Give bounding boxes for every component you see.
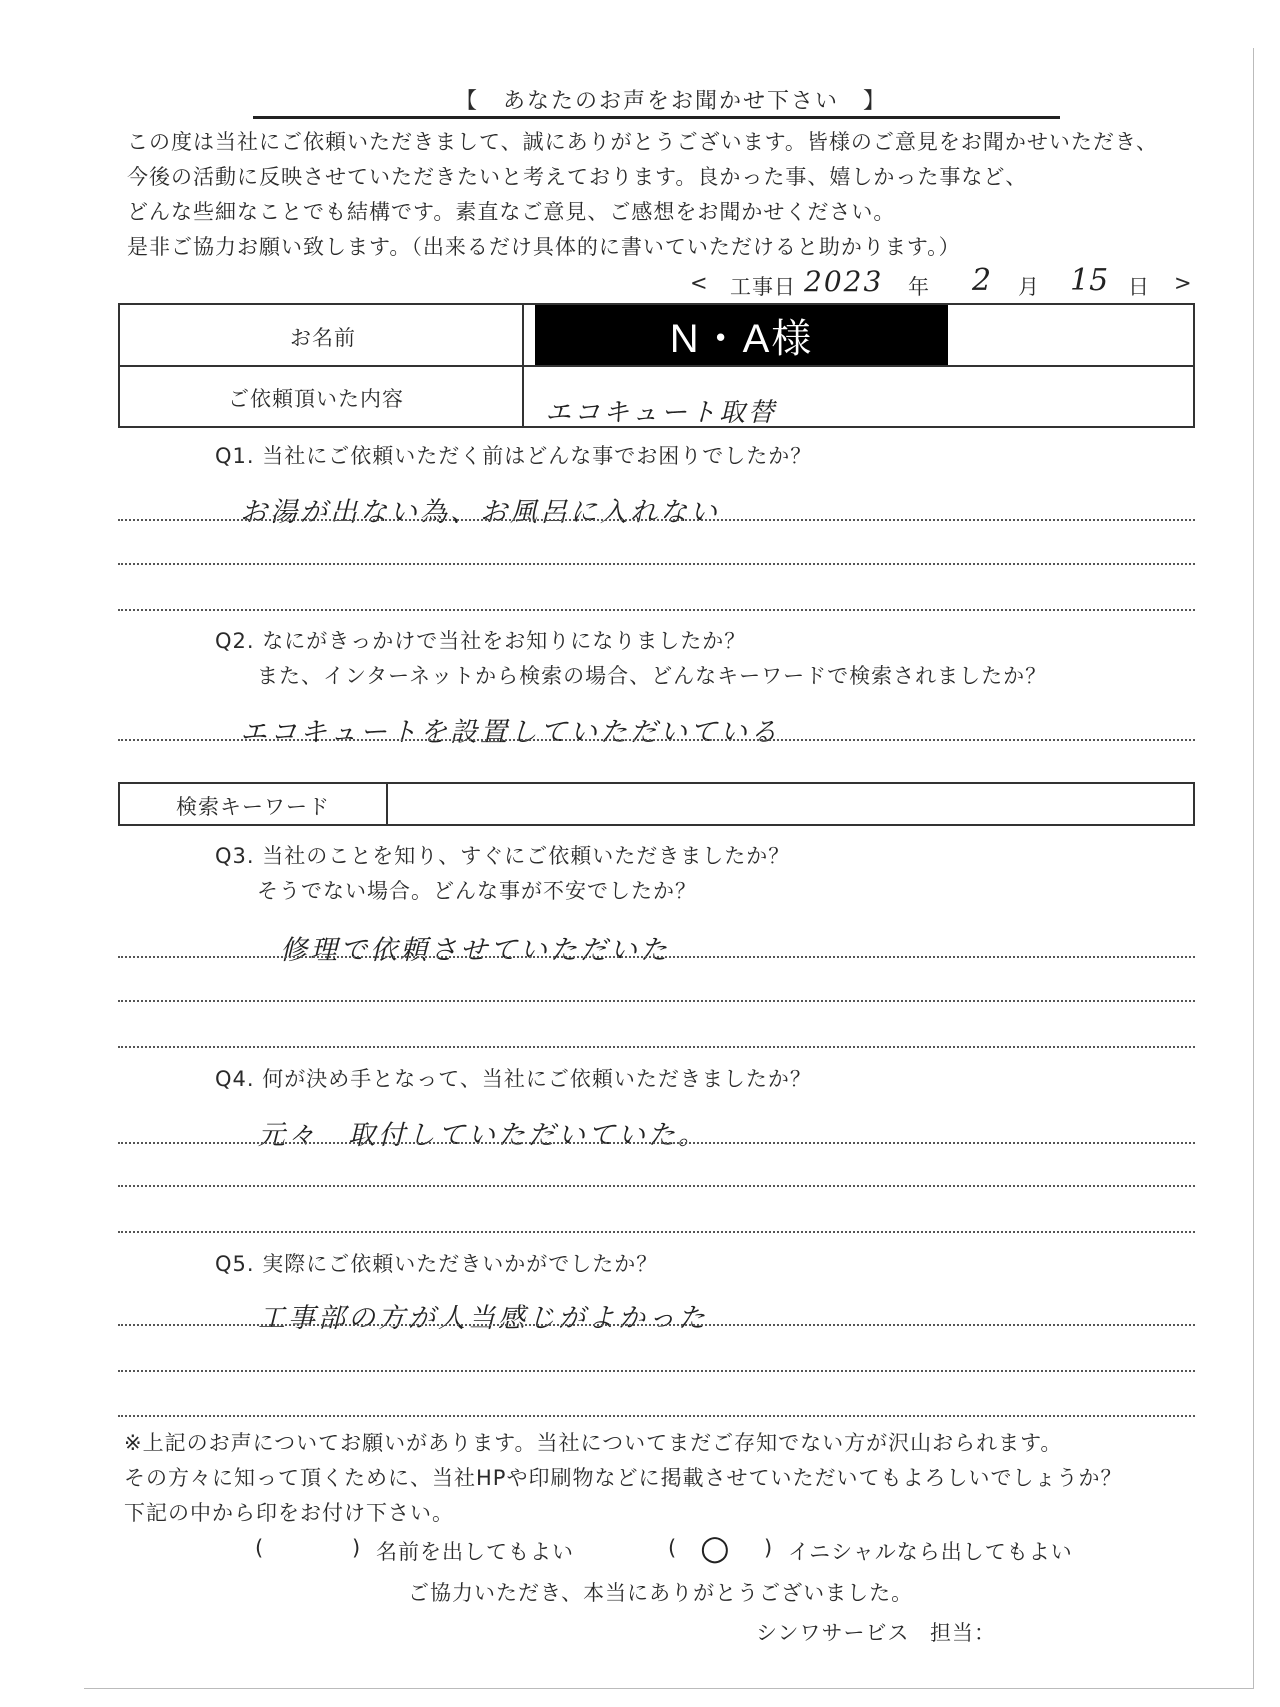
date-close: > [1174, 271, 1193, 295]
name-label: お名前 [290, 326, 356, 350]
option-initials-close: ) [764, 1536, 774, 1560]
date-label: 工事日 [730, 275, 796, 299]
q4-question: Q4. 何が決め手となって、当社にご依頼いただきましたか？ [215, 1067, 812, 1091]
date-open: < [690, 271, 709, 295]
q4-answer: 元々 取付していただいていた。 [258, 1120, 708, 1151]
intro-line-2: 今後の活動に反映させていただきたいと考えております。良かった事、嬉しかった事など、 [127, 165, 1028, 189]
q5-answer-line-1 [118, 1324, 1195, 1326]
q1-answer-line-3 [118, 609, 1195, 611]
q1-question: Q1. 当社にご依頼いただく前はどんな事でお困りでしたか？ [215, 444, 813, 468]
q2-answer-line [118, 739, 1195, 741]
q4-answer-line-1 [118, 1142, 1195, 1144]
scan-bottom-edge [84, 1688, 1254, 1689]
option-initials-open: ( [668, 1536, 678, 1560]
date-month: 2 [972, 263, 995, 298]
q2-question-line-2: また、インターネットから検索の場合、どんなキーワードで検索されましたか？ [257, 664, 1048, 688]
date-day: 15 [1070, 263, 1109, 298]
option-initials-label: イニシャルなら出してもよい [788, 1540, 1073, 1564]
q3-answer-line-3 [118, 1046, 1195, 1048]
q2-answer: エコキュートを設置していただいている [240, 717, 780, 748]
q3-answer-line-1 [118, 956, 1195, 958]
date-year: 2023 [804, 265, 884, 298]
staff-label: 担当： [930, 1621, 996, 1645]
option-name-ok[interactable] [255, 1530, 585, 1566]
date-day-unit: 日 [1128, 275, 1150, 299]
intro-line-3: どんな些細なことでも結構です。素直なご意見、ご感想をお聞かせください。 [127, 200, 896, 224]
form-title: 【 あなたのお声をお聞かせ下さい 】 [455, 89, 888, 114]
construction-date [690, 263, 1193, 301]
thanks-message: ご協力いただき、本当にありがとうございました。 [408, 1581, 914, 1605]
q1-answer-line-1 [118, 519, 1195, 521]
table-col-divider [522, 303, 524, 428]
option-name-open: ( [255, 1536, 265, 1560]
company-name: シンワサービス [756, 1621, 910, 1645]
keyword-label: 検索キーワード [176, 795, 330, 819]
q3-answer-line-2 [118, 1000, 1195, 1002]
option-initials-ok[interactable] [668, 1530, 1088, 1566]
q5-answer: 工事部の方が人当感じがよかった [258, 1303, 708, 1334]
title-underline [253, 116, 1060, 119]
q5-answer-line-3 [118, 1415, 1195, 1417]
q3-question-line-2: そうでない場合。どんな事が不安でしたか？ [257, 879, 697, 903]
q4-answer-line-3 [118, 1231, 1195, 1233]
name-redaction-block [535, 305, 948, 365]
date-month-unit: 月 [1018, 275, 1040, 299]
q5-answer-line-2 [118, 1370, 1195, 1372]
name-value: N・A様 [669, 316, 814, 361]
q1-answer-line-2 [118, 563, 1195, 565]
scan-right-edge [1253, 48, 1254, 1688]
option-name-label: 名前を出してもよい [376, 1540, 574, 1564]
intro-line-1: この度は当社にご依頼いただきまして、誠にありがとうございます。皆様のご意見をお聞かせいただき、 [127, 130, 1159, 154]
request-value: エコキュート取替 [545, 398, 778, 428]
notice-line-2: その方々に知って頂くために、当社HPや印刷物などに掲載させていただいてもよろしいでしょうか？ [124, 1466, 1123, 1490]
q2-question: Q2. なにがきっかけで当社をお知りになりましたか？ [215, 629, 747, 653]
option-initials-mark: ○ [700, 1528, 733, 1568]
q4-answer-line-2 [118, 1185, 1195, 1187]
intro-line-4: 是非ご協力お願い致します。（出来るだけ具体的に書いていただけると助かります。） [127, 235, 961, 259]
option-name-close: ) [352, 1536, 362, 1560]
q3-question: Q3. 当社のことを知り、すぐにご依頼いただきましたか？ [215, 844, 791, 868]
notice-line-3: 下記の中から印をお付け下さい。 [124, 1501, 454, 1525]
request-label: ご依頼頂いた内容 [228, 387, 404, 411]
q5-question: Q5. 実際にご依頼いただきいかがでしたか？ [215, 1252, 659, 1276]
q1-answer: お湯が出ない為、お風呂に入れない [240, 497, 720, 528]
q3-answer: 修理で依頼させていただいた [280, 935, 670, 966]
table-row-divider [118, 365, 1195, 367]
keyword-col-divider [386, 782, 388, 826]
notice-line-1: ※上記のお声についてお願いがあります。当社についてまだご存知でない方が沢山おられます。 [124, 1431, 1063, 1455]
date-year-unit: 年 [908, 275, 930, 299]
